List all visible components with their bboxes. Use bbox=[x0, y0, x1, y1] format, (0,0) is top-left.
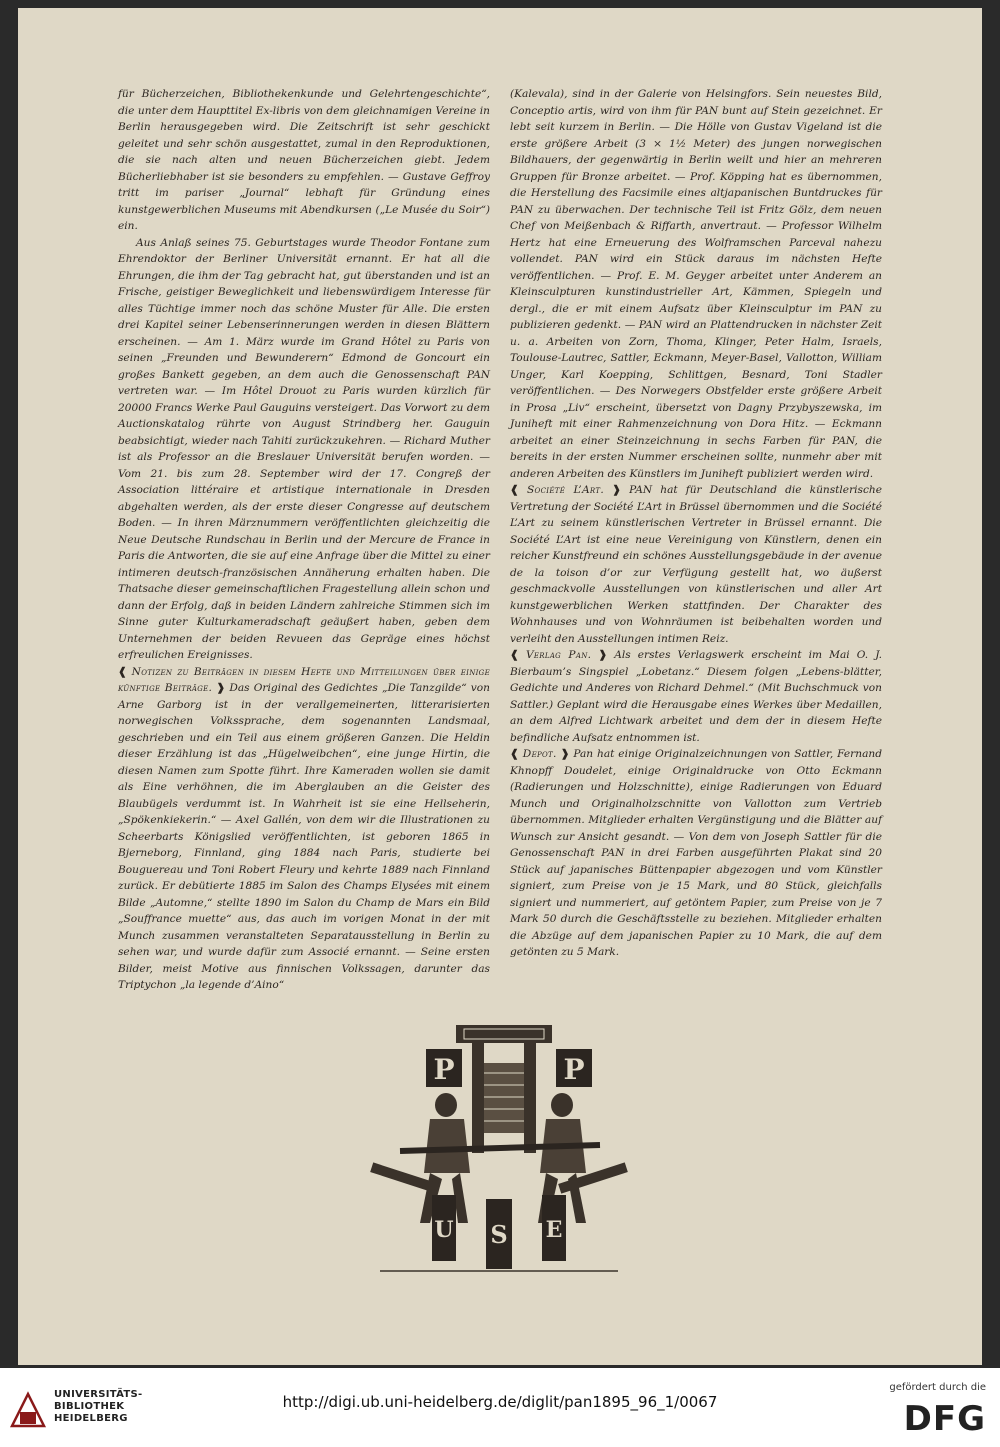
section-body: Als erstes Verlagswerk erscheint im Mai O. J. Bierbaum’s Singspiel „Lobetanz.“ Diesem folgen „Lebens-blätter, Gedichte und Anderes von Richard Dehmel.“ (Mit Buchschmuck von Sattler.) Geplant wird die Herausgabe eines Werkes über Medaillen, an dem Alfred Lichtwark arbeitet und dem der in diesem Hefte befindliche Aufsatz entnommen ist. bbox=[510, 649, 882, 744]
left-text-column bbox=[118, 86, 490, 994]
ornament-open-icon: ❰ bbox=[510, 748, 519, 760]
svg-text:U: U bbox=[434, 1217, 454, 1243]
figure-left-head bbox=[435, 1093, 457, 1117]
section-body: Das Original des Gedichtes „Die Tanzgilde“ von Arne Garborg ist in der verallgemeinerten, litterarisierten norwegischen Volkssprache, dem sogenannten Landsmaal, geschrieben und ein Teil aus einem größeren Ganzen. Die Heldin dieser Erzählung ist das „Hügelweibchen“, eine junge Hirtin, die diesen Namen zum Spotte führt. Ihre Kameraden wollen sie damit als Eine verhöhnen, die im Aberglauben an die Geister des Blaubügels verdummt ist. In Wahrheit ist sie eine Hellseherin, „Spökenkiekerin.“ — Axel Gallén, von dem wir die Illustrationen zu Scheerbarts Königslied veröffentlichten, ist geboren 1865 in Bjerneborg, Finnland, ging 1884 nach Paris, studierte bei Bouguereau und Toni Robert Fleury und kehrte 1889 nach Finnland zurück. Er debütierte 1885 im Salon des Champs Elysées mit einem Bilde „Automne,“ stellte 1890 im Salon du Champ de Mars ein Bild „Souffrance muette“ aus, das auch im vorigen Monat in der mit Munch zusammen veranstalteten Separatausstellung in Berlin zu sehen war, und wurde dafür zum Associé ernannt. — Seine ersten Bilder, meist Motive aus finnischen Volkssagen, darunter das Triptychon „la legende d’Aino“ bbox=[118, 682, 490, 991]
dfg-logo: DFG bbox=[903, 1399, 986, 1439]
ornament-close-icon: ❱ bbox=[612, 484, 621, 496]
paragraph bbox=[118, 664, 490, 994]
svg-text:E: E bbox=[545, 1217, 563, 1243]
footer-bar bbox=[0, 1368, 1000, 1447]
paragraph bbox=[510, 746, 882, 961]
library-name: UNIVERSITÄTS- BIBLIOTHEK HEIDELBERG bbox=[54, 1389, 143, 1424]
section-heading: Verlag Pan. bbox=[525, 649, 592, 661]
section-heading: Depot. bbox=[522, 748, 557, 760]
letter-p-left: P bbox=[433, 1053, 455, 1086]
scanned-page bbox=[18, 8, 982, 1365]
paragraph bbox=[510, 647, 882, 746]
funded-by-label: gefördert durch die bbox=[889, 1382, 986, 1393]
section-heading: Notizen zu Beiträgen in diesem Hefte und Mitteilungen über einige künftige Beiträge. bbox=[118, 665, 490, 694]
press-post-left bbox=[472, 1043, 484, 1153]
paragraph: (Kalevala), sind in der Galerie von Helsingfors. Sein neuestes Bild, Conceptio artis, wird von ihm für PAN bunt auf Stein gezeichnet. Er lebt seit kurzem in Berlin. — Die Hölle von Gustav Vigeland ist die erste größere Arbeit (3 × 1½ Meter) des jungen norwegischen Bildhauers, der gegenwärtig in Berlin weilt und hier an mehreren Gruppen für Bronze arbeitet. — Prof. Köpping hat es übernommen, die Herstellung des Facsimile eines altjapanischen Buntdruckes für PAN zu überwachen. Der technische Teil ist Fritz Gölz, dem neuen Chef von Meißenbach & Riffarth, anvertraut. — Professor Wilhelm Hertz hat eine Erneuerung des Wolframschen Parceval nahezu vollendet. PAN wird ein Stück daraus im nächsten Hefte veröffentlichen. — Prof. E. M. Geyger arbeitet unter Anderem an Kleinsculpturen kunstindustrieller Art, Kämmen, Spiegeln und dergl., die er mit einem Aufsatz über Kleinsculptur im PAN zu publizieren gedenkt. — PAN wird an Plattendrucken in nächster Zeit u. a. Arbeiten von Zorn, Thoma, Klinger, Peter Halm, Israels, Toulouse-Lautrec, Sattler, Eckmann, Meyer-Basel, Vallotton, William Unger, Karl Koepping, Schlittgen, Besnard, Toni Stadler veröffentlichen. — Des Norwegers Obstfelder erste größere Arbeit in Prosa „Liv“ erscheint, übersetzt von Dagny Przybyszewska, im Juniheft mit einer Rahmenzeichnung von Dora Hitz. — Eckmann arbeitet an einer Steinzeichnung in sechs Farben für PAN, die bereits in der ersten Nummer erscheinen sollte, nunmehr aber mit anderen Arbeiten des Künstlers im Juniheft publiziert werden wird. bbox=[510, 88, 882, 480]
right-text-column bbox=[510, 86, 882, 961]
press-top-beam bbox=[456, 1025, 552, 1043]
paragraph bbox=[510, 482, 882, 647]
section-body: PAN hat für Deutschland die künstlerische Vertretung der Société L’Art in Brüssel übernommen und die Société L’Art zu seinem künstlerischen Vertreter in Brüssel ernannt. Die Société L’Art ist eine neue Vereinigung von Künstlern, denen ein reicher Kunstfreund ein schönes Ausstellungsgebäude in der avenue de la toison d’or zur Verfügung gestellt hat, wo äußerst geschmackvolle Ausstellungen von künstlerischen und aller Art kunstgewerblichen Werken stattfinden. Der Charakter des Wohnhauses und von Wohnräumen ist beibehalten worden und verleiht den Ausstellungen intimen Reiz. bbox=[510, 484, 882, 645]
university-library-logo-icon bbox=[8, 1390, 48, 1430]
paragraph: Aus Anlaß seines 75. Geburtstages wurde Theodor Fontane zum Ehrendoktor der Berliner Universität ernannt. Er hat all die Ehrungen, die ihm der Tag gebracht hat, gut überstanden und ist an Frische, geistiger Beweglichkeit und liebenswürdigem Interesse für alles Tüchtige immer noch das schöne Muster für Alle. Die ersten drei Kapitel seiner Lebenserinnerungen werden in diesen Blättern erscheinen. — Am 1. März wurde im Grand Hôtel zu Paris von seinen „Freunden und Bewunderern“ Edmond de Goncourt ein großes Bankett gegeben, an dem auch die Genossenschaft PAN vertreten war. — Im Hôtel Drouot zu Paris wurden kürzlich für 20000 Francs Werke Paul Gauguins versteigert. Das Vorwort zu dem Auctionskatalog rührte von August Strindberg her. Gauguin beabsichtigt, wieder nach Tahiti zurückzukehren. — Richard Muther ist als Professor an die Breslauer Universität berufen worden. — Vom 21. bis zum 28. September wird der 17. Congreß der Association littéraire et artistique internationale in Dresden abgehalten werden, als der erste dieser Congresse auf deutschem Boden. — In ihren Märznummern veröffentlichten gleichzeitig die Neue Deutsche Rundschau in Berlin und der Mercure de France in Paris die Antworten, die sie auf eine Anfrage über die Mittel zu einer intimeren deutsch-französischen Annäherung erhalten haben. Die Thatsache dieser gemeinschaftlichen Fragestellung allein schon und dann der Erfolg, daß in beiden Ländern zahlreiche Stimmen sich im Sinne guter Kulturkameradschaft geäußert haben, geben dem Unternehmen der beiden Revueen das Gepräge eines höchst erfreulichen Ereignisses. bbox=[118, 236, 490, 661]
letter-p-right: P bbox=[563, 1053, 585, 1086]
ornament-open-icon: ❰ bbox=[118, 665, 127, 678]
ornament-close-icon: ❱ bbox=[560, 748, 570, 760]
ornament-close-icon: ❱ bbox=[598, 649, 608, 661]
ornament-close-icon: ❱ bbox=[216, 682, 226, 694]
figure-right-head bbox=[551, 1093, 573, 1117]
ornament-open-icon: ❰ bbox=[510, 484, 519, 496]
paragraph: für Bücherzeichen, Bibliothekenkunde und Gelehrtengeschichte“, die unter dem Haupttitel Ex-libris von dem gleichnamigen Vereine in Berlin herausgegeben wird. Die Zeitschrift ist sehr geschickt geleitet und sehr schön ausgestattet, zumal in den Reproduktionen, die sie nach alten und neuen Bücherzeichen giebt. Jedem Bücherliebhaber ist sie besonders zu empfehlen. — Gustave Geffroy tritt im pariser „Journal“ lebhaft für Gründung eines kunstgewerblichen Museums mit Abendkursen („Le Musée du Soir“) ein. bbox=[118, 88, 490, 232]
svg-text:S: S bbox=[490, 1220, 508, 1249]
printing-press-illustration bbox=[360, 1023, 638, 1275]
section-body: Pan hat einige Originalzeichnungen von Sattler, Fernand Khnopff Doudelet, einige Originaldrucke von Otto Eckmann (Radierungen und Holzschnitte), einige Radierungen von Eduard Munch und Originalholzschnitte von Vallotton zum Vertrieb übernommen. Mitglieder erhalten Vergünstigung und die Blätter auf Wunsch zur Ansicht gesandt. — Von dem von Joseph Sattler für die Genossenschaft PAN in drei Farben ausgeführten Plakat sind 20 Stück auf japanisches Büttenpapier abgezogen und vom Künstler signiert, zum Preise von je 15 Mark, und 80 Stück, gleichfalls signiert und nummeriert, auf getöntem Papier, zum Preise von je 7 Mark 50 durch die Geschäftsstelle zu beziehen. Mitglieder erhalten die Abzüge auf dem japanischen Papier zu 10 Mark, die auf dem getönten zu 5 Mark. bbox=[510, 748, 882, 958]
source-url-link[interactable]: http://digi.ub.uni-heidelberg.de/diglit/pan1895_96_1/0067 bbox=[282, 1393, 718, 1411]
figure-left-body bbox=[424, 1119, 470, 1173]
section-heading: Société L’Art. bbox=[527, 484, 604, 496]
press-post-right bbox=[524, 1043, 536, 1153]
ornament-open-icon: ❰ bbox=[510, 649, 519, 661]
